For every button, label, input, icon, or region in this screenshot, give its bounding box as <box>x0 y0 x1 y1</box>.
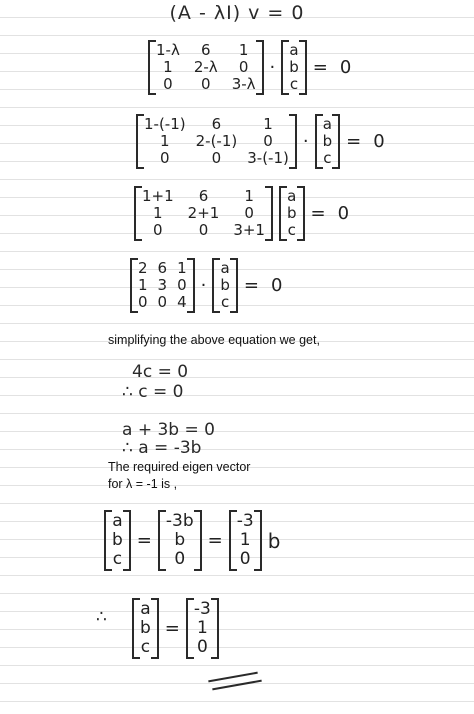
cell: 0 <box>177 276 187 294</box>
equals-sign: = <box>310 203 326 224</box>
cell: 1 <box>138 276 148 294</box>
cell: c <box>289 75 299 93</box>
cell: 1 <box>239 530 251 550</box>
matrix-2 <box>136 114 297 169</box>
vector-abc <box>212 258 238 313</box>
zero: 0 <box>337 203 350 224</box>
typed-note-simplifying: simplifying the above equation we get, <box>108 333 320 347</box>
cell: 1 <box>153 204 163 222</box>
cell: 2-(-1) <box>195 132 238 150</box>
cell: b <box>220 276 230 294</box>
cell: 1-(-1) <box>144 115 186 133</box>
cell: 0 <box>244 204 254 222</box>
cell: 6 <box>200 41 211 59</box>
cell: c <box>287 221 296 239</box>
cell: 6 <box>211 115 222 133</box>
cell: 1 <box>263 115 273 133</box>
equals-sign: = <box>346 131 362 152</box>
cell: a <box>322 115 332 133</box>
cell: 1 <box>196 618 208 638</box>
dot-operator: · <box>269 57 276 78</box>
equation-row-1 <box>148 40 357 95</box>
vector-abc <box>279 186 305 241</box>
dot-operator: · <box>200 275 207 296</box>
zero: 0 <box>339 57 352 78</box>
equals-sign: = <box>164 618 180 639</box>
zero: 0 <box>373 131 385 152</box>
cell: 0 <box>239 549 251 569</box>
cell: 6 <box>157 259 168 277</box>
vector-abc <box>104 510 131 571</box>
cell: a <box>140 599 151 619</box>
vector-abc <box>315 114 341 169</box>
cell: c <box>323 149 332 167</box>
cell: 3 <box>157 276 168 294</box>
trailing-b: b <box>267 528 281 553</box>
cell: 3-(-1) <box>247 149 289 167</box>
equation-row-4 <box>130 258 288 313</box>
cell: 4 <box>177 293 187 311</box>
cell: 0 <box>157 293 168 311</box>
cell: 1 <box>177 259 187 277</box>
cell: 1 <box>244 187 254 205</box>
matrix-4 <box>130 258 195 313</box>
cell: b <box>112 530 123 550</box>
equation-row-2 <box>136 114 391 169</box>
vector-abc <box>281 40 307 95</box>
equation-row-5 <box>104 510 286 571</box>
cell: 0 <box>196 637 208 657</box>
cell: 1+1 <box>142 187 174 205</box>
vector-result <box>186 598 219 659</box>
step-a-minus-3b: ∴ a = -3b <box>122 438 202 458</box>
vector-abc <box>132 598 159 659</box>
cell: 0 <box>200 75 211 93</box>
step-a-3b: a + 3b = 0 <box>122 420 215 440</box>
cell: b <box>174 530 186 550</box>
step-4c: 4c = 0 <box>132 362 189 382</box>
therefore-symbol: ∴ <box>96 607 107 627</box>
cell: 1-λ <box>156 41 180 59</box>
cell: c <box>112 549 123 569</box>
cell: 0 <box>163 75 173 93</box>
cell: 1 <box>160 132 170 150</box>
cell: 6 <box>198 187 209 205</box>
cell: b <box>286 204 297 222</box>
cell: a <box>289 41 299 59</box>
cell: c <box>140 637 151 657</box>
cell: -3b <box>165 511 194 531</box>
cell: 3-λ <box>231 75 256 93</box>
matrix-1 <box>148 40 264 95</box>
cell: 2 <box>138 259 148 277</box>
cell: 0 <box>153 221 163 239</box>
cell: b <box>140 618 151 638</box>
equals-sign: = <box>136 530 152 551</box>
cell: a <box>220 259 230 277</box>
cell: -3 <box>193 599 211 619</box>
cell: 0 <box>138 293 148 311</box>
cell: 0 <box>211 149 222 167</box>
zero: 0 <box>271 275 283 296</box>
cell: 2+1 <box>187 204 220 222</box>
equals-sign: = <box>207 530 223 551</box>
cell: 0 <box>238 58 249 76</box>
cell: 1 <box>163 58 173 76</box>
typed-note-eigen: The required eigen vector <box>108 460 251 474</box>
equals-sign: = <box>243 275 259 296</box>
cell: 0 <box>263 132 273 150</box>
cell: 2-λ <box>193 58 218 76</box>
dot-operator: · <box>302 131 309 152</box>
typed-note-lambda: for λ = -1 is , <box>108 477 178 491</box>
equals-sign: = <box>312 57 328 78</box>
cell: a <box>112 511 123 531</box>
equation-title: (A - λI) v = 0 <box>169 2 305 24</box>
equation-row-6 <box>132 598 219 659</box>
cell: b <box>289 58 299 76</box>
cell: 1 <box>238 41 249 59</box>
cell: 0 <box>160 149 170 167</box>
cell: c <box>221 293 230 311</box>
cell: 0 <box>174 549 186 569</box>
equation-row-3 <box>134 186 355 241</box>
cell: 3+1 <box>233 221 265 239</box>
vector-result <box>229 510 262 571</box>
double-underline <box>212 680 262 691</box>
cell: 0 <box>198 221 209 239</box>
cell: -3 <box>236 511 254 531</box>
vector-mid <box>158 510 202 571</box>
step-c-zero: ∴ c = 0 <box>122 382 184 402</box>
matrix-3 <box>134 186 273 241</box>
cell: a <box>287 187 297 205</box>
cell: b <box>322 132 333 150</box>
